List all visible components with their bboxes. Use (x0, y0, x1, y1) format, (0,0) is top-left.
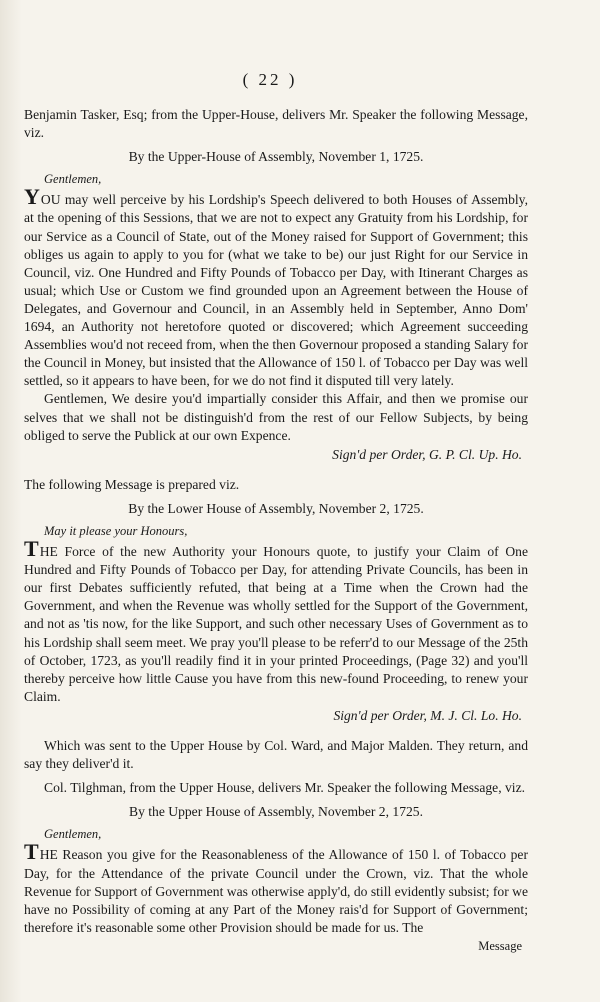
page-number: ( 22 ) (242, 70, 298, 89)
heading-upper-house-2: By the Upper House of Assembly, November 2, 1725. (129, 804, 423, 820)
salutation-2: May it please your Honours, (44, 523, 188, 538)
message-upper-house-2: THE Reason you give for the Reasonableness of the Allowance of 150 l. of Tobacco per Day, for the Attendance of the private Council under the Crown, viz. That the whole Revenue for Support of Government was otherwise apply'd, do still evidently subsist; for we have no Possibility of coming at any Part of the Money rais'd for Support of Government; therefore it's reasonable some other Provision should be made for us. The (24, 839, 528, 935)
intro-paragraph: Benjamin Tasker, Esq; from the Upper-House, delivers Mr. Speaker the following Message, viz. (24, 107, 528, 141)
salutation-1: Gentlemen, (44, 172, 102, 187)
signature-upper-house-1: Sign'd per Order, G. P. Cl. Up. Ho. (332, 446, 522, 462)
signature-lower-house: Sign'd per Order, M. J. Cl. Lo. Ho. (333, 707, 522, 723)
tilghman-paragraph: Col. Tilghman, from the Upper House, delivers Mr. Speaker the following Message, viz. (44, 780, 525, 796)
message-lower-house: THE Force of the new Authority your Honours quote, to justify your Claim of One Hundred and Fifty Pounds of Tobacco per Day, for attending Private Councils, has been in our first Debates sufficiently refuted, that being at a Time when the Crown had the Government, and when the Revenue was wholly settled for the Support of the Government, and not as 'tis now, for the like Support, and such other necessary Uses of Government as to his Lordship shall seem meet. We pray you'll please to be referr'd to our Message of the 25th of October, 1723, as you'll readily find it in your printed Proceedings, (Page 32) and you'll thereby perceive how little Cause you have from this new-found Proceeding, to renew your Claim. (24, 536, 528, 704)
prepared-message-paragraph: The following Message is prepared viz. (24, 476, 240, 492)
sent-paragraph: Which was sent to the Upper House by Col. Ward, and Major Malden. They return, and say they deliver'd it. (24, 738, 528, 772)
salutation-3: Gentlemen, (44, 827, 102, 842)
document-body (24, 76, 528, 955)
message-upper-house-1-continued: Gentlemen, We desire you'd impartially consider this Affair, and then we promise our selves that we shall not be distinguish'd from the rest of our Fellow Subjects, by being obliged to serve the Publick at our own Expence. (24, 391, 528, 443)
heading-lower-house: By the Lower House of Assembly, November 2, 1725. (128, 500, 424, 516)
message-upper-house-1: YOU may well perceive by his Lordship's Speech delivered to both Houses of Assembly, at the opening of this Sessions, that we are not to expect any Gratuity from his Lordship, for our Service as a Council of State, out of the Money raised for Support of Government; this obliges us again to apply to you for (what we take to be) our just Right for our Service in Council, viz. One Hundred and Fifty Pounds of Tobacco per Day, with Itinerant Charges as usual; which Use or Custom we find grounded upon an Agreement between the House of Delegates, and Governour and Council, in an Assembly held in September, Anno Dom' 1694, an Authority not heretofore quoted or discovered; which Agreement succeeding Assemblies wou'd not receed from, when the then Governour proposed a standing Salary for the Council in Money, but insisted that the Allowance of 150 l. of Tobacco per Day was well settled, so it appears to have been, for we do not find it disputed till very lately. (24, 184, 528, 389)
catchword: Message (478, 938, 522, 953)
heading-upper-house-1: By the Upper-House of Assembly, November 1, 1725. (128, 149, 424, 165)
page-edge (0, 0, 22, 1002)
